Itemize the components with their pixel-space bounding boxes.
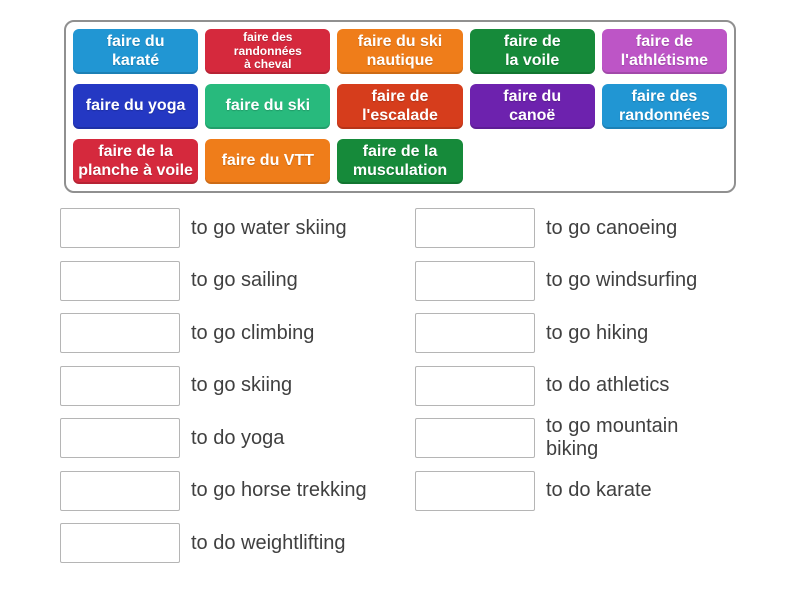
match-label: to do weightlifting bbox=[191, 531, 346, 554]
match-row bbox=[60, 313, 367, 353]
match-label: to go windsurfing bbox=[546, 269, 698, 291]
word-tile[interactable]: faire du karaté bbox=[73, 29, 198, 74]
match-row bbox=[415, 261, 732, 301]
word-tile[interactable]: faire du ski bbox=[205, 84, 330, 129]
word-tile[interactable]: faire de la planche à voile bbox=[73, 139, 198, 184]
match-label: to do karate bbox=[546, 479, 652, 501]
match-row bbox=[415, 208, 732, 248]
word-tile[interactable]: faire de la voile bbox=[470, 29, 595, 74]
match-row bbox=[415, 415, 732, 460]
match-label: to do yoga bbox=[191, 426, 285, 449]
word-tile[interactable]: faire de l'athlétisme bbox=[602, 29, 727, 74]
answer-slot[interactable] bbox=[415, 208, 535, 248]
match-label: to go canoeing bbox=[546, 216, 678, 239]
match-label: to go climbing bbox=[191, 321, 315, 344]
answer-slot[interactable] bbox=[415, 261, 535, 301]
tile-grid bbox=[73, 29, 727, 184]
answer-slot[interactable] bbox=[60, 261, 180, 301]
match-row bbox=[60, 471, 367, 511]
match-row bbox=[60, 523, 367, 563]
word-tile[interactable]: faire de la musculation bbox=[337, 139, 462, 184]
word-tile[interactable]: faire des randonnées à cheval bbox=[205, 29, 330, 74]
word-bank-panel bbox=[64, 20, 736, 193]
match-label: to go mountain biking bbox=[546, 415, 679, 460]
word-tile[interactable]: faire de l'escalade bbox=[337, 84, 462, 129]
answer-slot[interactable] bbox=[415, 313, 535, 353]
match-row bbox=[60, 366, 367, 406]
word-tile[interactable]: faire du VTT bbox=[205, 139, 330, 184]
answer-slot[interactable] bbox=[60, 313, 180, 353]
answer-slot[interactable] bbox=[415, 471, 535, 511]
match-row bbox=[415, 366, 732, 406]
answer-slot[interactable] bbox=[60, 418, 180, 458]
match-label: to go sailing bbox=[191, 269, 298, 291]
match-row bbox=[60, 418, 367, 458]
word-tile[interactable]: faire du ski nautique bbox=[337, 29, 462, 74]
match-row bbox=[60, 261, 367, 301]
match-row bbox=[415, 313, 732, 353]
match-column-left bbox=[60, 208, 367, 563]
match-label: to go water skiing bbox=[191, 216, 347, 239]
word-tile[interactable]: faire des randonnées bbox=[602, 84, 727, 129]
answer-slot[interactable] bbox=[60, 523, 180, 563]
word-tile[interactable]: faire du canoë bbox=[470, 84, 595, 129]
match-label: to do athletics bbox=[546, 374, 670, 396]
match-label: to go hiking bbox=[546, 321, 649, 344]
match-column-right bbox=[415, 208, 732, 511]
answer-slot[interactable] bbox=[415, 366, 535, 406]
answer-slot[interactable] bbox=[60, 208, 180, 248]
match-label: to go skiing bbox=[191, 374, 293, 396]
word-tile[interactable]: faire du yoga bbox=[73, 84, 198, 129]
match-row bbox=[415, 471, 732, 511]
answer-slot[interactable] bbox=[60, 471, 180, 511]
match-row bbox=[60, 208, 367, 248]
match-label: to go horse trekking bbox=[191, 479, 367, 501]
answer-slot[interactable] bbox=[60, 366, 180, 406]
answer-slot[interactable] bbox=[415, 418, 535, 458]
